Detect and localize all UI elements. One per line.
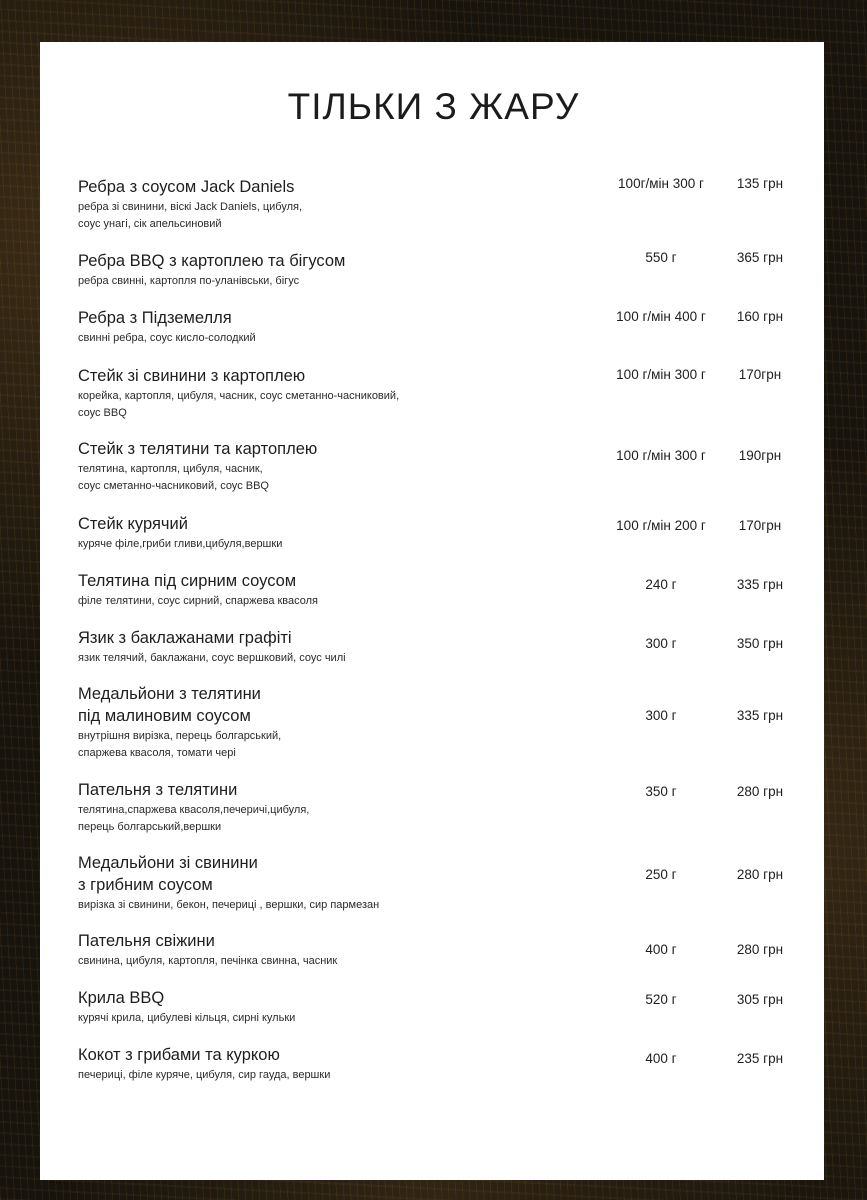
- dish-weight: 100 г/мін 300 г: [616, 367, 706, 382]
- dish-description-line: корейка, картопля, цибуля, часник, соус сметанно-часниковий,: [78, 390, 400, 402]
- dish-name: [78, 852, 578, 896]
- dish-description: [78, 897, 578, 914]
- dish-name-line: Стейк з телятини та картоплею: [78, 440, 318, 458]
- dish-name-line: Стейк курячий: [78, 515, 188, 533]
- dish-name: [78, 513, 578, 535]
- dish-name-line: Ребра з соусом Jack Daniels: [78, 178, 295, 196]
- dish-name-line: з грибним соусом: [78, 876, 213, 894]
- dish-description: [78, 388, 578, 422]
- dish-description: [78, 1010, 578, 1027]
- dish-name-line: Ребра з Підземелля: [78, 309, 232, 327]
- dish-description: [78, 953, 578, 970]
- dish-name-line: Язик з баклажанами графіті: [78, 629, 292, 647]
- dish-description-line: язик телячий, баклажани, соус вершковий, соус чилі: [78, 652, 346, 664]
- dish-weight: 240 г: [645, 577, 677, 592]
- dish-description-line: спаржева квасоля, томати чері: [78, 747, 236, 759]
- dish-description-line: телятина, картопля, цибуля, часник,: [78, 463, 263, 475]
- dish-weight: 400 г: [645, 1051, 677, 1066]
- dish-description: [78, 273, 578, 290]
- dish-name-line: під малиновим соусом: [78, 707, 251, 725]
- dish-name-line: Пательня з телятини: [78, 781, 238, 799]
- dish-description-line: свинина, цибуля, картопля, печінка свинна, часник: [78, 955, 338, 967]
- dish-price: 280 грн: [736, 867, 784, 882]
- dish-name: [78, 627, 578, 649]
- dish-name-line: Стейк зі свинини з картоплею: [78, 367, 306, 385]
- dish-description-line: філе телятини, соус сирний, спаржева квасоля: [78, 595, 319, 607]
- dish-description: [78, 461, 578, 495]
- dish-price: 160 грн: [736, 309, 784, 324]
- dish-description-line: куряче філе,гриби гливи,цибуля,вершки: [78, 538, 283, 550]
- dish-description-line: ребра свинні, картопля по-уланівськи, бігус: [78, 275, 300, 287]
- dish-description: [78, 199, 578, 233]
- dish-price: 305 грн: [736, 992, 784, 1007]
- dish-name-line: Ребра BBQ з картоплею та бігусом: [78, 252, 346, 270]
- dish-description-line: телятина,спаржева квасоля,печеричі,цибуля,: [78, 804, 310, 816]
- dish-name: [78, 1044, 578, 1066]
- dish-name: [78, 250, 578, 272]
- dish-weight: 300 г: [645, 708, 677, 723]
- menu-title: ТІЛЬКИ З ЖАРУ: [287, 86, 580, 127]
- dish-name: [78, 307, 578, 329]
- dish-description-line: свинні ребра, соус кисло-солодкий: [78, 332, 256, 344]
- dish-price: 190грн: [738, 448, 782, 463]
- dish-description-line: вирізка зі свинини, бекон, печериці , вершки, сир пармезан: [78, 899, 380, 911]
- dish-name: [78, 779, 578, 801]
- dish-name-line: Медальйони зі свинини: [78, 854, 258, 872]
- dish-price: 280 грн: [736, 942, 784, 957]
- dish-description: [78, 330, 578, 347]
- dish-description-line: курячі крила, цибулеві кільця, сирні кульки: [78, 1012, 296, 1024]
- dish-name: [78, 930, 578, 952]
- dish-price: 135 грн: [736, 176, 784, 191]
- dish-description-line: соус сметанно-часниковий, соус BBQ: [78, 480, 269, 492]
- dish-name-line: Телятина під сирним соусом: [78, 572, 297, 590]
- dish-price: 170грн: [738, 367, 782, 382]
- dish-description: [78, 728, 578, 762]
- dish-name: [78, 438, 578, 460]
- dish-price: 335 грн: [736, 708, 784, 723]
- dish-weight: 550 г: [645, 250, 677, 265]
- dish-description-line: перець болгарський,вершки: [78, 821, 222, 833]
- dish-description-line: соус унагі, сік апельсиновий: [78, 218, 222, 230]
- dish-weight: 250 г: [645, 867, 677, 882]
- dish-name: [78, 176, 578, 198]
- dish-price: 365 грн: [736, 250, 784, 265]
- dish-price: 350 грн: [736, 636, 784, 651]
- dish-description-line: печериці, філе куряче, цибуля, сир гауда, вершки: [78, 1069, 331, 1081]
- dish-name: [78, 683, 578, 727]
- dish-description-line: внутрішня вирізка, перець болгарський,: [78, 730, 282, 742]
- dish-price: 335 грн: [736, 577, 784, 592]
- dish-name-line: Пательня свіжини: [78, 932, 215, 950]
- dish-name: [78, 987, 578, 1009]
- dish-weight: 100 г/мін 300 г: [616, 448, 706, 463]
- dish-name-line: Крила BBQ: [78, 989, 165, 1007]
- dish-description-line: соус BBQ: [78, 407, 127, 419]
- dish-price: 235 грн: [736, 1051, 784, 1066]
- dish-description: [78, 1067, 578, 1084]
- dish-weight: 400 г: [645, 942, 677, 957]
- dish-description: [78, 536, 578, 553]
- dish-weight: 520 г: [645, 992, 677, 1007]
- dish-price: 170грн: [738, 518, 782, 533]
- dish-name: [78, 570, 578, 592]
- dish-name: [78, 365, 578, 387]
- dish-weight: 100 г/мін 400 г: [616, 309, 706, 324]
- dish-weight: 100г/мін 300 г: [618, 176, 704, 191]
- dish-weight: 350 г: [645, 784, 677, 799]
- dish-price: 280 грн: [736, 784, 784, 799]
- dish-name-line: Медальйони з телятини: [78, 685, 261, 703]
- dish-weight: 100 г/мін 200 г: [616, 518, 706, 533]
- dish-name-line: Кокот з грибами та куркою: [78, 1046, 280, 1064]
- dish-weight: 300 г: [645, 636, 677, 651]
- dish-description: [78, 650, 578, 667]
- dish-description-line: ребра зі свинини, віскі Jack Daniels, цибуля,: [78, 201, 303, 213]
- dish-description: [78, 802, 578, 836]
- dish-description: [78, 593, 578, 610]
